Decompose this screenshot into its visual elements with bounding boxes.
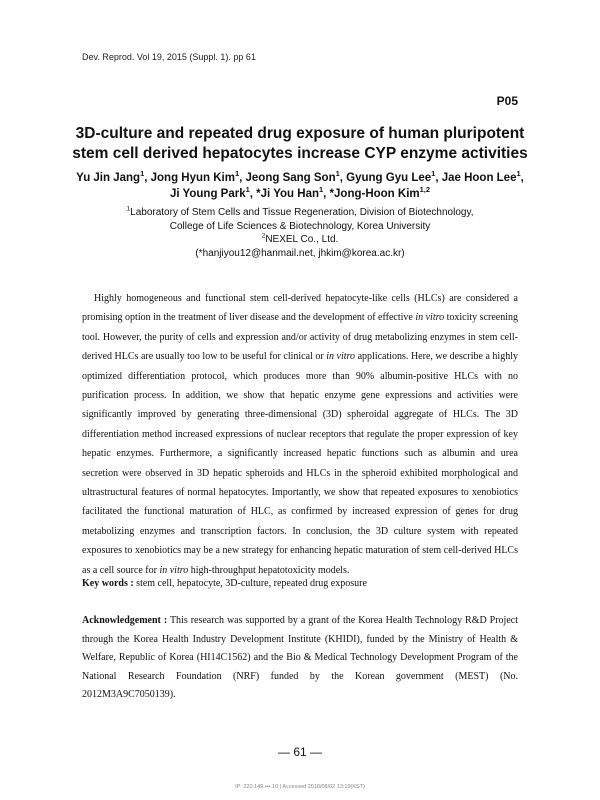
affiliation-sup: 1 [126, 205, 131, 213]
author-name: *Ji You Han [256, 188, 319, 200]
affiliation-line-1: $^1$Laboratory of Stem Cells and Tissue Regeneration, Division of Biotechnology, [126, 205, 474, 218]
affiliation-line-3: $^2$NEXEL Co., Ltd. [261, 232, 339, 245]
title-line-1: 3D-culture and repeated drug exposure of human pluripotent [75, 125, 525, 142]
journal-header: Dev. Reprod. Vol 19, 2015 (Suppl. 1). pp 61 [82, 52, 256, 62]
acknowledgement-text: This research was supported by a grant of the Korea Health Technology R&D Project through the Korea Health Industry Development Institute (KHIDI), funded by the Ministry of Health & Welfare, Republic of Korea (HI14C1562) and the Bio & Medical Technology Development Program of the National Research Foundation (NRF) funded by the Korean government (MEST) (No. 2012M3A9C7050139). [82, 615, 518, 701]
acknowledgement-label: Acknowledgement : [82, 615, 168, 626]
title-line-2: stem cell derived hepatocytes increase CYP enzyme activities [72, 145, 528, 162]
author-line-2: Ji Young Park$^1$, *Ji You Han$^1$, *Jong-Hoon Kim$^{1,2}$ [169, 185, 431, 200]
access-footer: IP: 220.149.•••.10 | Accessed 2018/08/02 13:19(KST) [235, 784, 365, 790]
abstract-text: Highly homogeneous and functional stem cell-derived hepatocyte-like cells (HLCs) are considered a promising option in the treatment of liver disease and the development of effective in vitro toxicity screening tool. However, the purity of cells and expression and/or activity of drug metabolizing enzymes in stem cell-derived HLCs are usually too low to be useful for clinical or in vitro applications. Here, we describe a highly optimized differentiation protocol, which produces more than 90% albumin-positive HLCs with no purification process. In addition, we show that hepatic enzyme gene expressions and activities were significantly improved by generating three-dimensional (3D) spheroidal aggregate of HLCs. The 3D differentiation method increased expressions of nuclear receptors that regulate the proper expression of key hepatic enzymes. Furthermore, a significantly increased hepatic functions such as albumin and urea secretion were observed in 3D hepatic spheroids and HLCs in the spheroid exhibited morphological and ultrastructural features of normal hepatocytes. Importantly, we show that repeated exposures to xenobiotics facilitated the functional maturation of HLC, as confirmed by increased expression of genes for drug metabolizing enzymes and transcription factors. In conclusion, the 3D culture system with repeated exposures to xenobiotics may be a new strategy for enhancing hepatic maturation of stem cell-derived HLCs as a cell source for in vitro high-throughput hepatotoxicity models. [82, 293, 518, 576]
author-sup: 1 [516, 169, 521, 179]
author-name: Ji Young Park [169, 188, 246, 200]
author-sup: 1 [335, 169, 340, 179]
author-list [60, 170, 540, 202]
page-number: — 61 — [277, 745, 322, 759]
affiliation-line-2: College of Life Sciences & Biotechnology, Korea University [169, 220, 431, 232]
author-name: Jeong Sang Son [245, 172, 336, 184]
author-name: Gyung Gyu Lee [346, 172, 432, 184]
contact-emails: (*hanjiyou12@hanmail.net, jhkim@korea.ac.kr) [195, 247, 405, 259]
author-name: *Jong-Hoon Kim [329, 188, 420, 200]
author-sup: 1 [245, 185, 250, 195]
paper-title [60, 124, 540, 164]
affiliations [60, 206, 540, 260]
keywords-label: Key words : [82, 578, 134, 589]
author-sup: 1 [319, 185, 324, 195]
affiliation-sup: 2 [261, 232, 266, 240]
author-line-1: Yu Jin Jang$^1$, Jong Hyun Kim$^1$, Jeong Sang Son$^1$, Gyung Gyu Lee$^1$, Jae Hoon Lee$^1$, [76, 169, 524, 184]
author-sup: 1,2 [419, 185, 431, 195]
keywords [82, 578, 518, 589]
author-sup: 1 [234, 169, 240, 179]
author-name: Jae Hoon Lee [441, 172, 517, 184]
poster-code: P05 [496, 94, 518, 108]
keywords-text: stem cell, hepatocyte, 3D-culture, repeated drug exposure [133, 578, 367, 589]
author-sup: 1 [140, 169, 145, 179]
author-name: Yu Jin Jang [76, 172, 141, 184]
author-sup: 1 [431, 169, 436, 179]
author-name: Jong Hyun Kim [150, 172, 235, 184]
acknowledgement [82, 612, 518, 705]
